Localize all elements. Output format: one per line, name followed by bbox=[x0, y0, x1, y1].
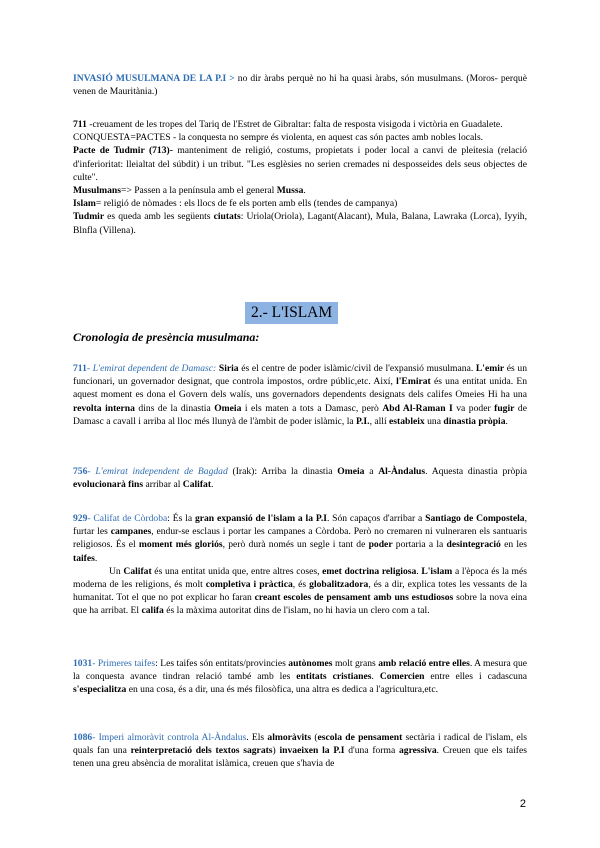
fact-islam: Islam= religió de nòmades : els llocs de fe els porten amb ells (tendes de campanya) bbox=[73, 198, 398, 210]
page-number: 2 bbox=[519, 798, 526, 810]
entry-756: 756- L'emirat independent de Bagdad (Irak): Arriba la dinastia Omeia a Al-Àndalus. Aquesta dinastia pròpia evolucionarà fins arribar al Califat. bbox=[73, 466, 528, 491]
fact-tudmir: Tudmir es queda amb les següents ciutats: Uriola(Oriola), Lagant(Alacant), Mula, Balana, Lawraka (Lorca), Iyyih, Blnfla (Villena). bbox=[73, 211, 527, 236]
fact-conquesta: CONQUESTA=PACTES - la conquesta no sempre és violenta, en aquest cas són pactes amb nobles locals. bbox=[73, 132, 484, 144]
intro-paragraph: INVASIÓ MUSULMANA DE LA P.I > no dir àrabs perquè no hi ha quasi àrabs, són musulmans. (Moros- perquè venen de Mauritània.) bbox=[73, 73, 527, 98]
fact-pacte: Pacte de Tudmir (713)- manteniment de religió, costums, propietats i poder local a canvi de pleitesia (relació d'inferioritat: lleialtat del súbdit) i un tribut. "Les esglèsies no serien cremades ni desposseides dels seus objectes de culte". bbox=[73, 145, 527, 183]
entry-1086: 1086- Imperi almoràvit controla Al-Àndalus. Els almoràvits (escola de pensament sectària i radical de l'islam, els quals fan una reinterpretació dels textos sagrats) invaeixen la P.I d'una forma agressiva. Creuen que els taifes tenen una greu absència de moralitat islàmica, creuen que s'havia de bbox=[73, 732, 527, 770]
fact-musulmans: Musulmans=> Passen a la península amb el general Mussa. bbox=[73, 185, 306, 197]
facts-block bbox=[73, 118, 527, 237]
entry-929: 929- Califat de Còrdoba: És la gran expansió de l'islam a la P.I. Són capaços d'arribar a Santiago de Compostela, furtar les campanes, endur-se esclaus i portar les campanes a Còrdoba. Però no cremaren ni vulneraren els santuaris religiosos. És el moment més gloriós, però durà només un segle i tant de poder portaria a la desintegració en les taifes. Un Califat és una entitat unida que, entre altres coses, emet doctrina religiosa. L'islam a l'època és la més moderna de les religions, és molt completiva i pràctica, és globalitzadora, és a dir, explica totes les vessants de la humanitat. Tot el que no pot explicar ho faran creant escoles de pensament amb uns estudiosos sobre la nova eina que ha arribat. El califa és la màxima autoritat dins de l'islam, no hi havia un clero com a tal. bbox=[73, 513, 528, 617]
section-title: 2.- L'ISLAM bbox=[245, 302, 338, 324]
fact-711: 711 -creuament de les tropes del Tariq de l'Estret de Gibraltar: falta de resposta visigoda i victòria en Guadalete. bbox=[73, 119, 503, 130]
entry-1031: 1031- Primeres taifes: Les taifes són entitats/provincies autònomes molt grans amb relació entre elles. A mesura que la conquesta avance tindran relació també amb les entitats cristianes. Comercien entre elles i cadascuna s'especialitza en una cosa, és a dir, una és més filosòfica, una altra es dedica a l'agricultura,etc. bbox=[73, 658, 527, 696]
section-subtitle: Cronologia de presència musulmana: bbox=[73, 330, 260, 344]
intro-heading: INVASIÓ MUSULMANA DE LA P.I > bbox=[73, 73, 235, 84]
entry-711: 711- L'emirat dependent de Damasc: Siria és el centre de poder islàmic/civil de l'expansió musulmana. L'emir és un funcionari, un governador designat, que controla impostos, ordre públic,etc. Així, l'Emirat és una entitat unida. En aquest moment es dona el Govern dels walís, uns governadors dependents designats dels califes Omeies Hi ha una revolta interna dins de la dinastia Omeia i els maten a tots a Damasc, però Abd Al-Raman I va poder fugir de Damasc a cavall i arriba al lloc més llunyà de l'àmbit de poder islàmic, la P.I., allí estableix una dinastia pròpia. bbox=[73, 363, 527, 427]
